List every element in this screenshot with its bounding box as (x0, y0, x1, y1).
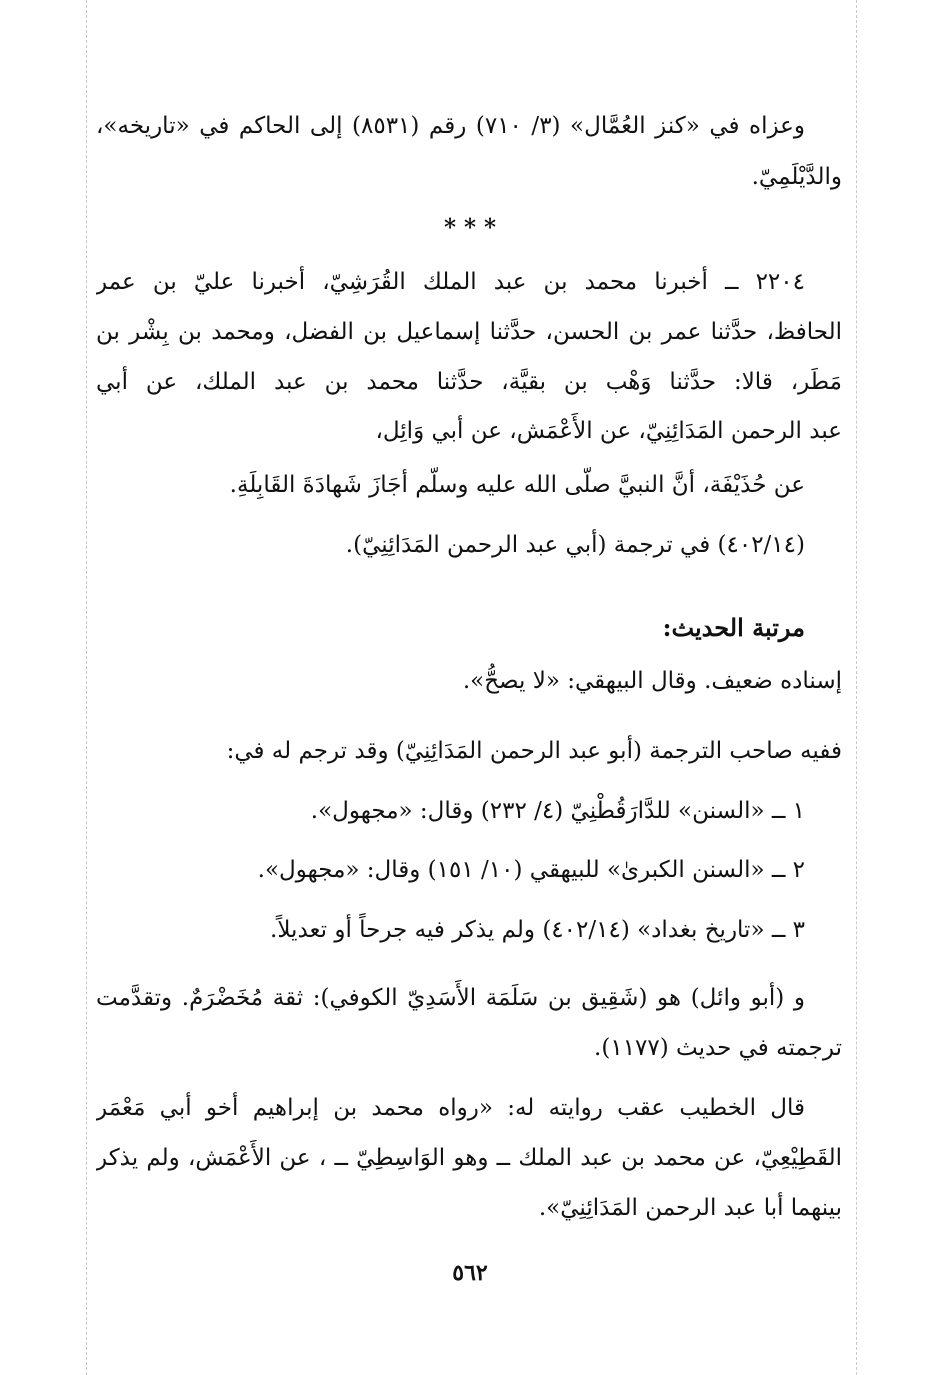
text-line-16: قال الخطيب عقب روايته له: «رواه محمد بن إبراهيم أخو أبي مَعْمَر (96, 1095, 805, 1121)
text-line-1: وعزاه في «كنز العُمَّال» (٣/ ٧١٠) رقم (٨٥٣١) إلى الحاكم في «تاريخه»، (96, 113, 805, 139)
text-line-13: ٣ ــ «تاريخ بغداد» (٤٠٢/١٤) ولم يذكر فيه جرحاً أو تعديلاً. (270, 917, 805, 943)
text-line-7: عن حُذَيْفَة، أنَّ النبيَّ صلَّى الله عليه وسلَّم أجَازَ شَهادَةَ القَابِلَةِ. (229, 472, 805, 498)
text-line-14: و (أبو وائل) هو (شَقِيق بن سَلَمَة الأَسَدِيّ الكوفي): ثقة مُخَضْرَمٌ. وتقدَّمت (96, 985, 805, 1011)
text-line-10: ففيه صاحب الترجمة (أبو عبد الرحمن المَدَائِنِيّ) وقد ترجم له في: (226, 738, 842, 764)
text-line-9: إسناده ضعيف. وقال البيهقي: «لا يصحُّ». (462, 668, 842, 694)
text-line-18: بينهما أبا عبد الرحمن المَدَائِنِيّ». (538, 1195, 842, 1221)
text-line-4: الحافظ، حدَّثنا عمر بن الحسن، حدَّثنا إسماعيل بن الفضل، ومحمد بن بِشْر بن (96, 319, 842, 345)
text-line-8: (٤٠٢/١٤) في ترجمة (أبي عبد الرحمن المَدَائِنِيّ). (345, 532, 805, 558)
page-number: ٥٦٢ (452, 1260, 488, 1286)
text-line-6: عبد الرحمن المَدَائِنِيّ، عن الأَعْمَش، عن أبي وَائِل، (375, 418, 842, 444)
text-line-12: ٢ ــ «السنن الكبرىٰ» للبيهقي (١٠/ ١٥١) وقال: «مجهول». (257, 857, 805, 883)
right-margin-guide (856, 0, 857, 1375)
text-line-17: القَطِيْعِيّ، عن محمد بن عبد الملك ــ وهو الوَاسِطِيّ ــ ، عن الأَعْمَش، ولم يذكر (96, 1145, 842, 1171)
text-line-5: مَطَر، قالا: حدَّثنا وَهْب بن بقيَّة، حدَّثنا محمد بن عبد الملك، عن أبي (96, 369, 842, 395)
text-line-3: ٢٢٠٤ ــ أخبرنا محمد بن عبد الملك القُرَشِيّ، أخبرنا عليّ بن عمر (96, 269, 805, 295)
section-separator: * * * (443, 214, 497, 241)
section-heading: مرتبة الحديث: (662, 613, 805, 642)
text-line-11: ١ ــ «السنن» للدَّارَقُطْنِيّ (٤/ ٢٣٢) وقال: «مجهول». (310, 798, 805, 824)
left-margin-guide (86, 0, 87, 1375)
text-line-2: والدَّيْلَمِيّ. (751, 164, 842, 190)
text-line-15: ترجمته في حديث (١١٧٧). (594, 1035, 842, 1061)
